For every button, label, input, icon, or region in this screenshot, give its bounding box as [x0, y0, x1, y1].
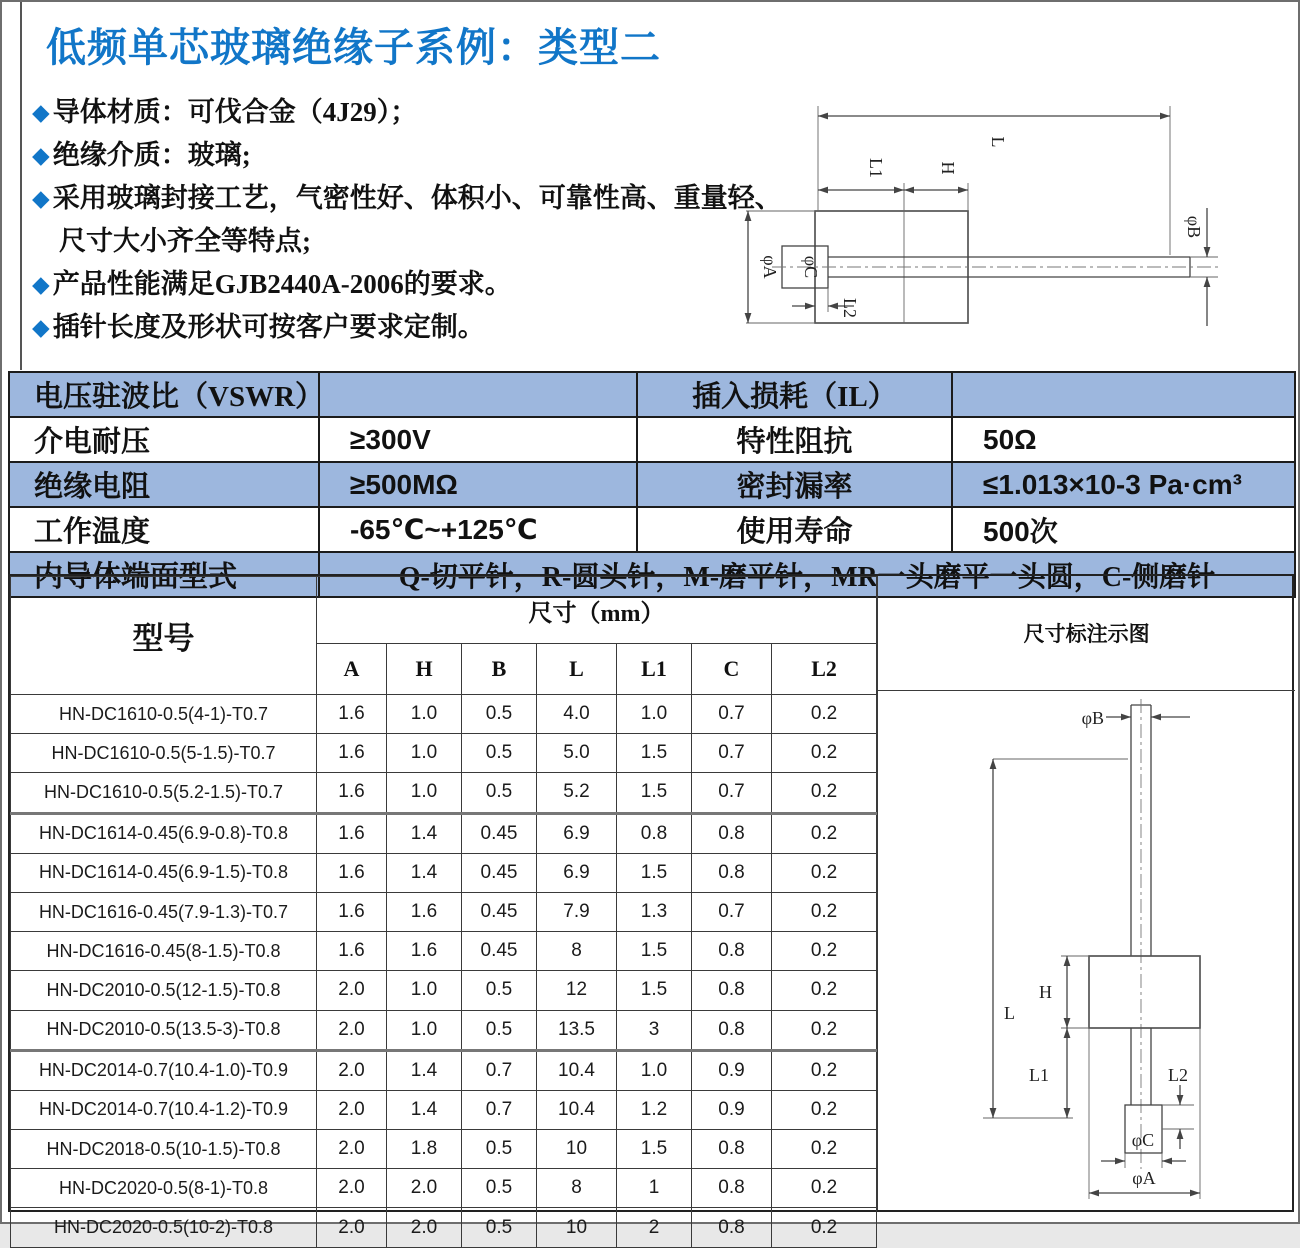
dim-value-cell: 1.0: [387, 971, 462, 1010]
table-row: [11, 1050, 877, 1090]
dim-value-cell: 0.8: [692, 853, 772, 892]
dim-value-cell: 5.2: [537, 773, 617, 813]
dim-value-cell: 0.9: [692, 1050, 772, 1090]
dim-value-cell: 0.2: [772, 853, 877, 892]
bullet-text: 导体材质：可伐合金（4J29）；: [52, 97, 418, 127]
table-row: [11, 892, 877, 931]
spec-value: ≥500MΩ: [319, 462, 637, 507]
model-cell: HN-DC2020-0.5(10-2)-T0.8: [11, 1208, 317, 1247]
dim-value-cell: 1.4: [387, 853, 462, 892]
diamond-bullet-icon: ◆: [32, 186, 50, 211]
spec-label: 插入损耗（IL）: [637, 372, 952, 417]
dim-value-cell: 0.45: [462, 813, 537, 853]
dimension-table: [10, 576, 877, 1248]
dim-value-cell: 1.5: [617, 1130, 692, 1169]
dim-label-phiC: φC: [801, 255, 821, 279]
col-header-L1: L1: [617, 644, 692, 695]
dim-label-phiB: φB: [1184, 215, 1204, 239]
dim-value-cell: 0.2: [772, 813, 877, 853]
dim-value-cell: 0.45: [462, 932, 537, 971]
dim-label-H: H: [938, 161, 958, 175]
dim-value-cell: 1.6: [317, 853, 387, 892]
dim-value-cell: 0.5: [462, 773, 537, 813]
model-cell: HN-DC1614-0.45(6.9-1.5)-T0.8: [11, 853, 317, 892]
bullet-text: 插针长度及形状可按客户要求定制。: [52, 312, 485, 342]
spec-label: 电压驻波比（VSWR）: [9, 372, 319, 417]
dimension-section: [8, 574, 1294, 1238]
dim-value-cell: 0.45: [462, 892, 537, 931]
dim-value-cell: 12: [537, 971, 617, 1010]
dim-value-cell: 1.2: [617, 1090, 692, 1129]
dim-value-cell: 8: [537, 932, 617, 971]
spec-value: -65℃~+125℃: [319, 507, 637, 552]
dim-value-cell: 0.2: [772, 971, 877, 1010]
dim-value-cell: 0.45: [462, 853, 537, 892]
dim-value-cell: 0.2: [772, 695, 877, 734]
dim-value-cell: 0.2: [772, 1010, 877, 1050]
dim-label-L1: L1: [1029, 1065, 1050, 1085]
dim-value-cell: 0.8: [692, 1130, 772, 1169]
model-cell: HN-DC1616-0.45(8-1.5)-T0.8: [11, 932, 317, 971]
table-row: [11, 813, 877, 853]
dim-value-cell: 0.8: [692, 932, 772, 971]
table-row: [11, 1010, 877, 1050]
dim-value-cell: 0.5: [462, 1130, 537, 1169]
dim-label-L1: L1: [866, 158, 886, 178]
spec-value: [952, 372, 1295, 417]
dim-value-cell: 6.9: [537, 853, 617, 892]
table-row: [11, 932, 877, 971]
spec-value: ≥300V: [319, 417, 637, 462]
diamond-bullet-icon: ◆: [32, 315, 50, 340]
list-item: [32, 311, 732, 344]
spec-value: [319, 372, 637, 417]
dim-value-cell: 0.2: [772, 892, 877, 931]
spec-label: 特性阻抗: [637, 417, 952, 462]
table-row: [11, 1090, 877, 1129]
dim-value-cell: 1.5: [617, 773, 692, 813]
spec-value: 50Ω: [952, 417, 1295, 462]
dim-value-cell: 0.5: [462, 971, 537, 1010]
dim-value-cell: 10.4: [537, 1090, 617, 1129]
dim-label-phiC: φC: [1131, 1130, 1155, 1150]
dim-value-cell: 0.2: [772, 1130, 877, 1169]
diagram-panel: [877, 576, 1295, 1210]
spec-label: 使用寿命: [637, 507, 952, 552]
dim-value-cell: 1.6: [317, 734, 387, 773]
dim-value-cell: 0.8: [617, 813, 692, 853]
diamond-bullet-icon: ◆: [32, 143, 50, 168]
dim-label-phiB: φB: [1081, 708, 1105, 728]
spec-value: Q-切平针，R-圆头针，M-磨平针，MR一头磨平一头圆，C-侧磨针: [319, 552, 1295, 597]
model-cell: HN-DC2010-0.5(13.5-3)-T0.8: [11, 1010, 317, 1050]
dim-value-cell: 0.7: [462, 1090, 537, 1129]
dim-value-cell: 10: [537, 1208, 617, 1247]
dim-value-cell: 1.5: [617, 734, 692, 773]
dim-value-cell: 1.0: [387, 1010, 462, 1050]
dim-value-cell: 7.9: [537, 892, 617, 931]
table-row: [11, 734, 877, 773]
dim-value-cell: 1.6: [387, 892, 462, 931]
dim-value-cell: 2.0: [387, 1208, 462, 1247]
dim-value-cell: 1.0: [387, 734, 462, 773]
dimension-table-body: [11, 695, 877, 1248]
dim-value-cell: 1.4: [387, 1050, 462, 1090]
table-row: [11, 971, 877, 1010]
col-header-A: A: [317, 644, 387, 695]
dim-value-cell: 0.5: [462, 1010, 537, 1050]
table-header-row: [11, 577, 877, 644]
dim-value-cell: 1.5: [617, 971, 692, 1010]
dim-value-cell: 2.0: [317, 1010, 387, 1050]
dim-value-cell: 1.6: [317, 813, 387, 853]
dim-value-cell: 1.6: [317, 695, 387, 734]
dim-value-cell: 3: [617, 1010, 692, 1050]
model-cell: HN-DC1610-0.5(4-1)-T0.7: [11, 695, 317, 734]
list-item: [32, 182, 782, 215]
dim-value-cell: 0.2: [772, 1169, 877, 1208]
dim-value-cell: 0.7: [692, 695, 772, 734]
dim-value-cell: 1.6: [387, 932, 462, 971]
spec-label: 内导体端面型式: [9, 552, 319, 597]
model-cell: HN-DC1616-0.45(7.9-1.3)-T0.7: [11, 892, 317, 931]
dim-value-cell: 2.0: [317, 1130, 387, 1169]
technical-drawing-front-view: [878, 691, 1295, 1209]
dim-value-cell: 1.5: [617, 853, 692, 892]
dim-value-cell: 1.4: [387, 813, 462, 853]
table-row: [11, 773, 877, 813]
dim-value-cell: 0.7: [692, 773, 772, 813]
dim-value-cell: 0.9: [692, 1090, 772, 1129]
model-cell: HN-DC2018-0.5(10-1.5)-T0.8: [11, 1130, 317, 1169]
left-border-rule: [20, 2, 22, 370]
spec-label: 介电耐压: [9, 417, 319, 462]
dim-value-cell: 13.5: [537, 1010, 617, 1050]
dim-value-cell: 1.6: [317, 892, 387, 931]
dim-value-cell: 2.0: [317, 1090, 387, 1129]
dim-value-cell: 1.8: [387, 1130, 462, 1169]
dim-value-cell: 10.4: [537, 1050, 617, 1090]
dim-value-cell: 0.2: [772, 734, 877, 773]
table-row: [11, 1130, 877, 1169]
dim-value-cell: 1.5: [617, 932, 692, 971]
dim-value-cell: 1.0: [617, 695, 692, 734]
spec-label: 绝缘电阻: [9, 462, 319, 507]
table-row: [9, 462, 1295, 507]
list-item: [32, 139, 732, 172]
dim-value-cell: 0.8: [692, 1208, 772, 1247]
bullet-text: 产品性能满足GJB2440A-2006的要求。: [52, 269, 512, 299]
dim-label-L: L: [988, 136, 1008, 148]
dim-value-cell: 0.8: [692, 1169, 772, 1208]
model-cell: HN-DC1614-0.45(6.9-0.8)-T0.8: [11, 813, 317, 853]
table-row: [9, 507, 1295, 552]
dim-value-cell: 1.0: [617, 1050, 692, 1090]
model-cell: HN-DC2014-0.7(10.4-1.0)-T0.9: [11, 1050, 317, 1090]
dim-value-cell: 0.2: [772, 1090, 877, 1129]
dim-value-cell: 0.8: [692, 971, 772, 1010]
dim-value-cell: 1: [617, 1169, 692, 1208]
model-cell: HN-DC1610-0.5(5-1.5)-T0.7: [11, 734, 317, 773]
dim-label-phiA: φA: [760, 255, 780, 279]
technical-drawing-side-view: [720, 80, 1298, 364]
dim-value-cell: 0.2: [772, 932, 877, 971]
dim-value-cell: 0.7: [692, 734, 772, 773]
dim-value-cell: 0.5: [462, 734, 537, 773]
diamond-bullet-icon: ◆: [32, 272, 50, 297]
col-header-L2: L2: [772, 644, 877, 695]
table-row: [11, 1169, 877, 1208]
dim-label-L: L: [1004, 1003, 1016, 1023]
dim-value-cell: 0.8: [692, 813, 772, 853]
dim-value-cell: 1.3: [617, 892, 692, 931]
table-row: [11, 695, 877, 734]
dim-value-cell: 4.0: [537, 695, 617, 734]
list-item-continuation: [32, 225, 732, 258]
dim-value-cell: 0.5: [462, 695, 537, 734]
table-row: [9, 372, 1295, 417]
dim-value-cell: 0.8: [692, 1010, 772, 1050]
dim-label-L2: L2: [840, 298, 860, 318]
bullet-text: 采用玻璃封接工艺，气密性好、体积小、可靠性高、重量轻、: [52, 183, 782, 213]
dim-value-cell: 2: [617, 1208, 692, 1247]
dim-value-cell: 2.0: [317, 1169, 387, 1208]
dim-value-cell: 2.0: [317, 1050, 387, 1090]
col-header-H: H: [387, 644, 462, 695]
dim-value-cell: 1.0: [387, 773, 462, 813]
diagram-header: 尺寸标注示图: [878, 576, 1295, 691]
spec-table: [8, 371, 1296, 598]
dim-value-cell: 0.2: [772, 1050, 877, 1090]
size-column-header: 尺寸（mm）: [317, 577, 877, 644]
spec-value: 500次: [952, 507, 1295, 552]
model-cell: HN-DC2010-0.5(12-1.5)-T0.8: [11, 971, 317, 1010]
dim-value-cell: 0.2: [772, 1208, 877, 1247]
dim-value-cell: 1.6: [317, 773, 387, 813]
dim-value-cell: 0.2: [772, 773, 877, 813]
bullet-text: 尺寸大小齐全等特点;: [59, 226, 311, 256]
dim-value-cell: 2.0: [317, 1208, 387, 1247]
model-column-header: 型号: [11, 577, 317, 695]
dim-label-H: H: [1039, 982, 1053, 1002]
dim-value-cell: 2.0: [317, 971, 387, 1010]
table-row: [11, 1208, 877, 1247]
dim-value-cell: 0.5: [462, 1169, 537, 1208]
table-row: [11, 853, 877, 892]
dim-value-cell: 1.6: [317, 932, 387, 971]
col-header-B: B: [462, 644, 537, 695]
dim-value-cell: 10: [537, 1130, 617, 1169]
spec-label: 密封漏率: [637, 462, 952, 507]
dim-label-L2: L2: [1168, 1065, 1189, 1085]
diamond-bullet-icon: ◆: [32, 100, 50, 125]
diagram-body: [878, 691, 1295, 1210]
page-title: 低频单芯玻璃绝缘子系例：类型二: [46, 25, 661, 70]
list-item: [32, 268, 732, 301]
spec-value: ≤1.013×10-3 Pa·cm³: [952, 462, 1295, 507]
list-item: [32, 96, 732, 129]
dim-value-cell: 0.5: [462, 1208, 537, 1247]
dim-value-cell: 1.0: [387, 695, 462, 734]
dim-value-cell: 1.4: [387, 1090, 462, 1129]
model-cell: HN-DC2014-0.7(10.4-1.2)-T0.9: [11, 1090, 317, 1129]
dim-value-cell: 6.9: [537, 813, 617, 853]
col-header-C: C: [692, 644, 772, 695]
spec-label: 工作温度: [9, 507, 319, 552]
dim-value-cell: 8: [537, 1169, 617, 1208]
dim-value-cell: 0.7: [692, 892, 772, 931]
dim-value-cell: 5.0: [537, 734, 617, 773]
col-header-L: L: [537, 644, 617, 695]
dim-value-cell: 2.0: [387, 1169, 462, 1208]
dim-value-cell: 0.7: [462, 1050, 537, 1090]
dim-label-phiA: φA: [1132, 1168, 1156, 1188]
bullet-text: 绝缘介质：玻璃;: [52, 140, 251, 170]
table-row: [9, 417, 1295, 462]
model-cell: HN-DC1610-0.5(5.2-1.5)-T0.7: [11, 773, 317, 813]
model-cell: HN-DC2020-0.5(8-1)-T0.8: [11, 1169, 317, 1208]
